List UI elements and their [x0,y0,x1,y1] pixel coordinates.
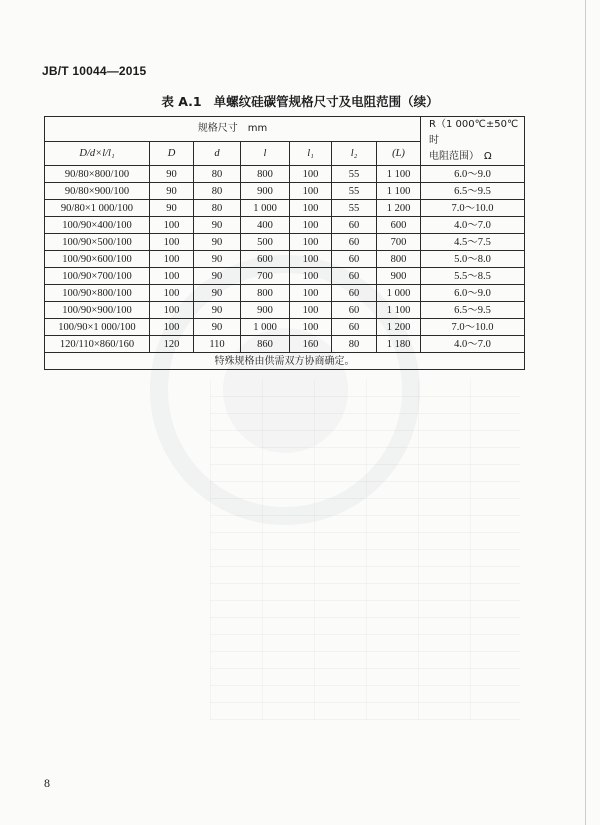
table-cell: 60 [332,285,377,302]
table-cell: 100 [290,234,332,251]
page-edge-line [585,0,586,825]
table-cell: 60 [332,234,377,251]
table-cell: 60 [332,251,377,268]
table-cell: 4.0～7.0 [421,217,525,234]
table-cell: 90 [194,251,241,268]
column-header: l₁ [290,141,332,166]
table-cell: 100/90×1 000/100 [45,319,150,336]
table-cell: 110 [194,336,241,353]
table-row [45,319,525,336]
column-header: l [241,141,290,166]
table-cell: 100 [290,285,332,302]
table-cell: 90/80×900/100 [45,183,150,200]
table-cell: 90 [194,302,241,319]
table-cell: 100 [150,251,194,268]
table-cell: 100 [290,251,332,268]
spec-table [44,116,525,370]
column-header: D [150,141,194,166]
standard-id: JB/T 10044—2015 [42,64,147,78]
table-cell: 60 [332,268,377,285]
table-cell: 90/80×1 000/100 [45,200,150,217]
table-cell: 80 [194,166,241,183]
page-number: 8 [44,776,50,790]
table-cell: 800 [241,166,290,183]
table-cell: 100 [290,302,332,319]
table-cell: 100/90×600/100 [45,251,150,268]
table-cell: 6.5～9.5 [421,183,525,200]
table-cell: 100 [290,200,332,217]
table-cell: 800 [377,251,421,268]
table-cell: 860 [241,336,290,353]
table-row [45,302,525,319]
table-cell: 6.5～9.5 [421,302,525,319]
table-cell: 7.0～10.0 [421,319,525,336]
dimension-group-header: 规格尺寸 mm [45,117,421,142]
table-cell: 600 [377,217,421,234]
table-cell: 90 [194,319,241,336]
table-cell: 100 [150,234,194,251]
table-row [45,183,525,200]
table-cell: 400 [241,217,290,234]
table-cell: 100/90×400/100 [45,217,150,234]
table-cell: 90 [194,217,241,234]
table-cell: 800 [241,285,290,302]
table-cell: 900 [241,183,290,200]
table-body [45,166,525,353]
table-cell: 120 [150,336,194,353]
column-header: l₂ [332,141,377,166]
table-caption-number: 表 A.1 [161,94,202,109]
table-cell: 700 [241,268,290,285]
table-cell: 1 200 [377,319,421,336]
table-cell: 6.0～9.0 [421,166,525,183]
table-cell: 5.0～8.0 [421,251,525,268]
table-cell: 90 [194,268,241,285]
table-cell: 90 [194,285,241,302]
table-cell: 60 [332,302,377,319]
table-cell: 80 [194,183,241,200]
table-cell: 100 [290,183,332,200]
table-row [45,268,525,285]
table-cell: 160 [290,336,332,353]
table-cell: 700 [377,234,421,251]
table-cell: 100 [290,217,332,234]
resistance-header-line1: R（1 000℃±50℃时 [429,119,519,146]
table-cell: 6.0～9.0 [421,285,525,302]
column-header: (L) [377,141,421,166]
table-cell: 900 [241,302,290,319]
table-cell: 1 000 [377,285,421,302]
table-row [45,217,525,234]
resistance-header-line2: 电阻范围） Ω [429,151,492,162]
table-cell: 60 [332,217,377,234]
table-cell: 80 [332,336,377,353]
column-header: D/d×l/l₁ [45,141,150,166]
table-cell: 100 [150,319,194,336]
table-cell: 1 000 [241,319,290,336]
table-cell: 5.5～8.5 [421,268,525,285]
table-cell: 500 [241,234,290,251]
table-cell: 100 [150,302,194,319]
table-cell: 90 [150,200,194,217]
table-cell: 4.0～7.0 [421,336,525,353]
table-cell: 55 [332,166,377,183]
table-cell: 90 [150,166,194,183]
table-cell: 7.0～10.0 [421,200,525,217]
table-cell: 1 100 [377,166,421,183]
table-cell: 1 100 [377,183,421,200]
resistance-header [421,117,525,166]
table-row [45,234,525,251]
column-header: d [194,141,241,166]
table-cell: 100/90×500/100 [45,234,150,251]
table-cell: 100 [150,285,194,302]
table-cell: 80 [194,200,241,217]
table-cell: 4.5～7.5 [421,234,525,251]
table-cell: 600 [241,251,290,268]
table-cell: 900 [377,268,421,285]
table-caption-title: 单螺纹硅碳管规格尺寸及电阻范围（续） [213,94,439,109]
table-cell: 100/90×700/100 [45,268,150,285]
table-cell: 90 [194,234,241,251]
table-cell: 100 [150,217,194,234]
table-cell: 100 [150,268,194,285]
table-cell: 100 [290,319,332,336]
table-row [45,200,525,217]
table-row [45,336,525,353]
table-cell: 100 [290,166,332,183]
bleed-through-grid [210,380,520,720]
table-cell: 1 200 [377,200,421,217]
table-cell: 90 [150,183,194,200]
table-cell: 100 [290,268,332,285]
table-cell: 100/90×800/100 [45,285,150,302]
table-cell: 90/80×800/100 [45,166,150,183]
table-cell: 55 [332,200,377,217]
table-cell: 1 000 [241,200,290,217]
table-cell: 120/110×860/160 [45,336,150,353]
table-row [45,251,525,268]
table-cell: 1 100 [377,302,421,319]
table-cell: 60 [332,319,377,336]
table-cell: 55 [332,183,377,200]
table-cell: 100/90×900/100 [45,302,150,319]
table-cell: 1 180 [377,336,421,353]
table-footnote: 特殊规格由供需双方协商确定。 [45,353,525,370]
table-row [45,285,525,302]
table-row [45,166,525,183]
table-caption [0,92,600,110]
